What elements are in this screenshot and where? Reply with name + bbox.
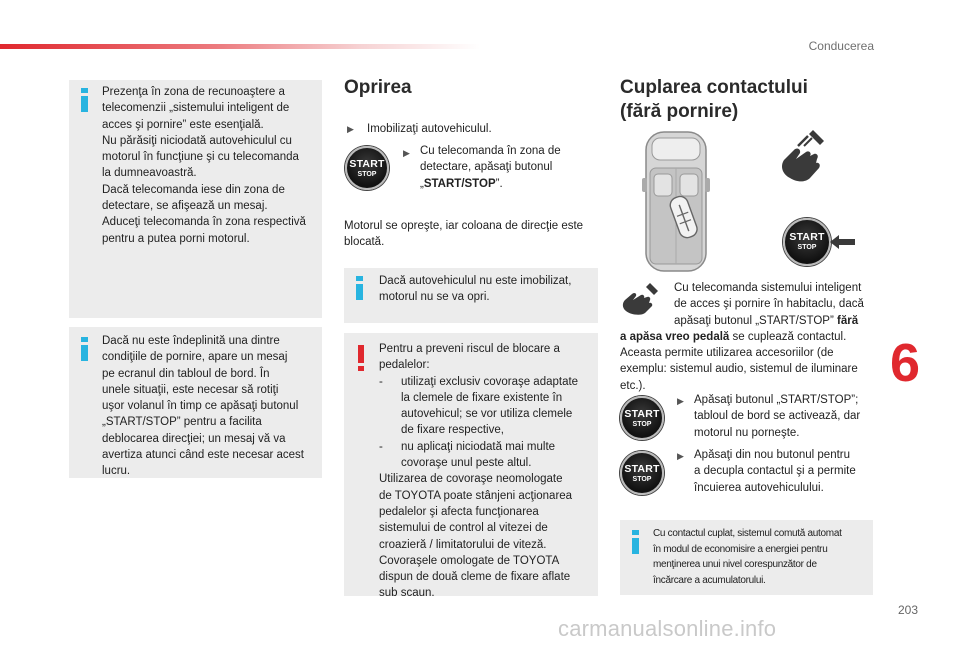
warning-tail: Utilizarea de covoraşe neomologate de TOYOTA poate stânjeni acţionarea pedalelor şi afecta funcţionarea sistemului de control al vitezei de croazieră / limitatorului de viteză. Covoraşele omologate de TOYOTA dispun de două cleme de fixare aflate sub scaun.: [379, 473, 573, 600]
start-stop-button-icon: START STOP: [345, 146, 389, 190]
info-text: Dacă autovehiculul nu este imobilizat, motorul nu se va opri.: [379, 275, 572, 304]
warning-text: [379, 341, 594, 602]
section-heading-stop: Oprirea: [344, 77, 412, 98]
step-bullet-icon: ▶: [677, 451, 684, 461]
info-icon: [354, 276, 365, 300]
step-bullet-icon: ▶: [347, 124, 354, 134]
emphasis-without: fără: [837, 314, 859, 327]
info-icon: [630, 530, 641, 554]
page-number: 203: [898, 603, 919, 617]
info-box-not-immobilised: [344, 268, 598, 323]
info-icon: [79, 88, 90, 112]
start-stop-label: START/STOP: [423, 177, 496, 190]
ignition-step-1: Apăsaţi butonul „START/STOP”; tabloul de bord se activează, dar motorul nu porneşte.: [694, 394, 861, 439]
warning-box-floor-mats: [344, 333, 598, 600]
stop-result-text: Motorul se opreşte, iar coloana de direcţie este blocată.: [344, 220, 584, 249]
chapter-number: 6: [890, 333, 921, 393]
start-stop-button-icon: START STOP: [620, 396, 664, 440]
info-text: Prezenţa în zona de recunoaştere a telecomenzii „sistemului inteligent de acces şi pornire” este esenţială. Nu părăsiţi niciodată autovehiculul cu motorul în funcţiune şi cu telecomanda la dumneavoastră. Dacă telecomanda iese din zona de detectare, se afişează un mesaj. Aduceţi telecomanda în zona respectivă pentru a putea porni motorul.: [102, 86, 306, 245]
info-text: Dacă nu este îndeplinită una dintre condiţiile de pornire, apare un mesaj pe ecranul din tabloul de bord. În unele situaţii, este necesar să rotiţi uşor volanul în timp ce apăsaţi butonul „START/STOP” pentru a facilita deblocarea direcţiei; un mesaj vă va avertiza atunci când este necesar acest lucru.: [102, 335, 305, 478]
car-top-view-illustration: [640, 128, 712, 275]
start-stop-button-icon: START STOP: [620, 451, 664, 495]
header-accent-bar: [0, 44, 480, 49]
warning-list-item: - utilizaţi exclusiv covoraşe adaptate la clemele de fixare existente în autovehicul; se vor utiliza clemele de fixare respective,: [379, 375, 579, 437]
stop-step-1: Imobilizaţi autovehiculul.: [367, 123, 492, 135]
warning-icon: [357, 345, 365, 371]
step-bullet-icon: ▶: [403, 148, 410, 158]
start-stop-button-icon: START STOP: [783, 218, 831, 266]
stop-step-2: Cu telecomanda în zona de detectare, apăsaţi butonul „START/STOP”.: [420, 145, 561, 190]
ignition-step-2: Apăsaţi din nou butonul pentru a decupla contactul şi a permite încuierea autovehiculului.: [694, 449, 856, 494]
info-box-remote-zone: [69, 80, 322, 318]
watermark: carmanualsonline.info: [558, 616, 777, 641]
arrow-left-icon: [830, 234, 856, 250]
section-heading-ignition: Cuplarea contactului (fără pornire): [620, 77, 808, 122]
info-text: Cu contactul cuplat, sistemul comută automat în modul de economisire a energiei pentru menţinerea unui nivel corespunzător de încărcare a acumulatorului.: [653, 528, 842, 586]
info-box-energy-saving: [620, 520, 873, 595]
info-icon: [79, 337, 90, 361]
hand-pressing-icon: [776, 128, 826, 188]
emphasis-pedal: a apăsa vreo pedală: [620, 330, 730, 343]
section-title: Conducerea: [808, 39, 874, 53]
warning-list-item: - nu aplicaţi niciodată mai multe covoraşe unul peste altul.: [379, 440, 556, 470]
info-box-start-conditions: [69, 327, 322, 478]
ignition-description: Cu telecomanda sistemului inteligent de acces şi pornire în habitaclu, dacă apăsaţi butonul „START/STOP” fără a apăsa vreo pedală se cuplează contactul. Aceasta permite utilizarea accesoriilor (de exemplu: sistemul audio, sistemul de iluminare etc.).: [620, 282, 864, 392]
warning-intro: Pentru a preveni riscul de blocare a pedalelor:: [379, 343, 560, 372]
step-bullet-icon: ▶: [677, 396, 684, 406]
